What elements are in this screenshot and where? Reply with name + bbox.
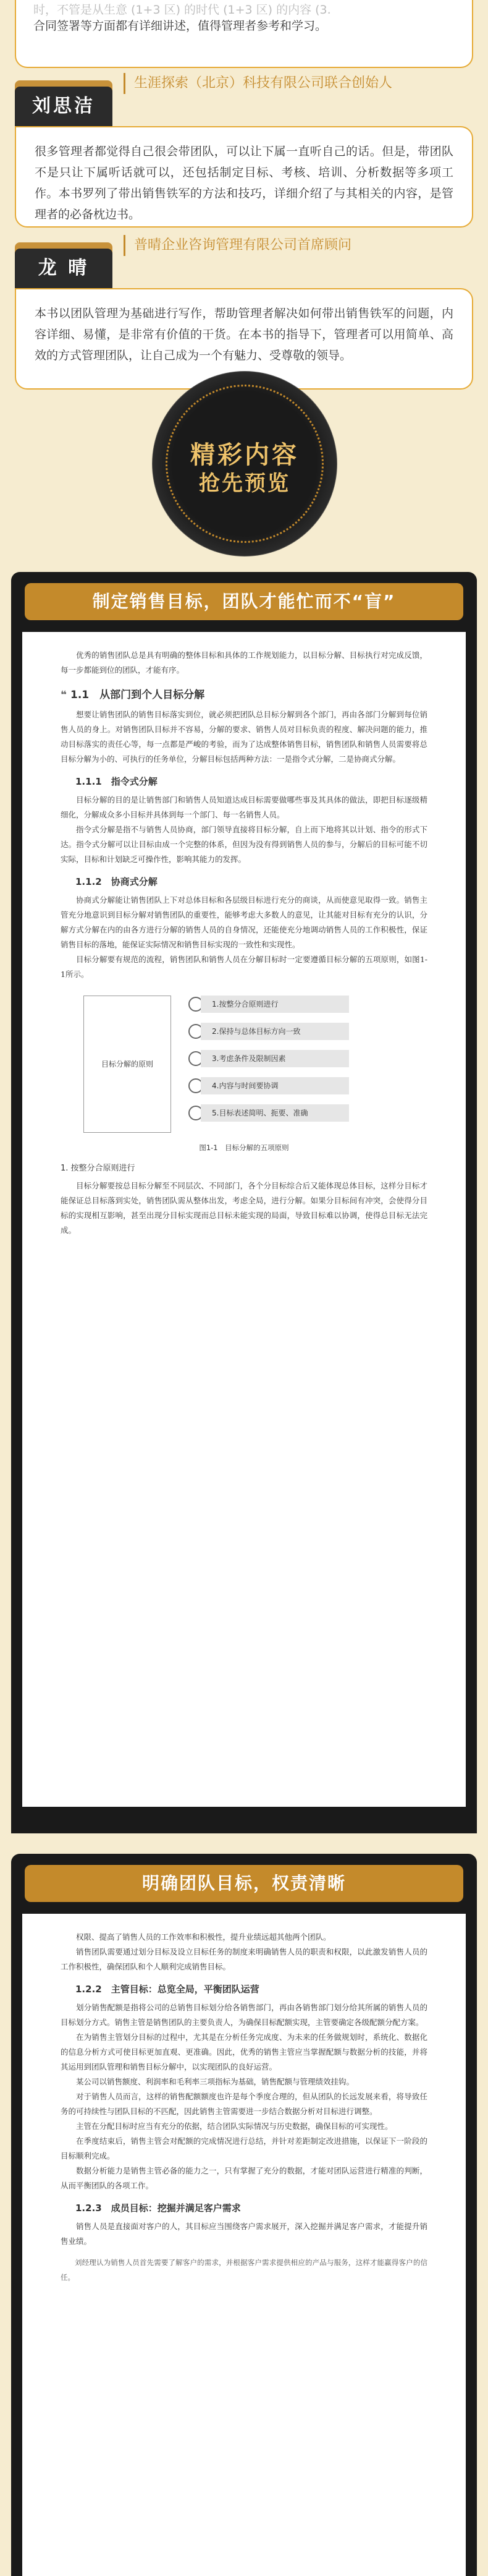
- page-paragraph: 目标分解的目的是让销售部门和销售人员知道达成目标需要做哪些事及其具体的做法，即把目标逐级精细化，分解成众多小目标并具体到每一个部门、每一名销售人员。: [61, 795, 427, 819]
- reviewer-card: [15, 235, 473, 390]
- book-page: [22, 1914, 466, 2576]
- page-paragraph: 对于销售人员而言，这样的销售配额额度也许是每个季度合理的，但从团队的长远发展来看，将导致任务的可持续性与团队目标的不匹配，因此销售主管需要进一步结合数据分析对目标进行调整。: [61, 2092, 427, 2116]
- page-paragraph: 数据分析能力是销售主管必备的能力之一，只有掌握了充分的数据，才能对团队运营进行精准的判断，从而平衡团队的各项工作。: [61, 2166, 427, 2190]
- page-paragraph: 在为销售主管划分目标的过程中，尤其是在分析任务完成度、为未来的任务做规划时，系统化、数据化的信息分析方式可使目标更加直观、更准确。因此，优秀的销售主管应当掌握配额与数据分析的技能，并将其运用到团队管理和销售目标分解中，以实现团队的良好运营。: [61, 2032, 427, 2071]
- intro-fragment-line: 合同签署等方面都有详细讲述，值得管理者参考和学习。: [33, 19, 327, 33]
- page-paragraph: 销售团队需要通过划分目标及设立目标任务的制度来明确销售人员的职责和权限，以此激发销售人员的工作积极性，确保团队和个人顺利完成销售目标。: [61, 1947, 427, 1971]
- reviewer-header: [15, 235, 473, 278]
- section-heading-text: 1.1 从部门到个人目标分解: [70, 689, 205, 701]
- page-paragraph: 协商式分解能让销售团队上下对总体目标和各层级目标进行充分的商谈，从而使意见取得一致。销售主管充分地意识到目标分解对销售团队的重要性，能够考虑大多数人的意见，让其能对目标有充分的认识，分解方式分解在内的由各方进行分解的销售人员的自身情况，还能使充分地调动销售人员的工作积极性，保证销售目标的落地，能保证实际情况和销售目标实现的一致性和实现性。: [61, 895, 427, 949]
- page-paragraph: 优秀的销售团队总是具有明确的整体目标和具体的工作规划能力，以目标分解、目标执行对完成反馈，每一步都能到位的团队，才能有序。: [61, 650, 427, 675]
- figure-center-box: 目标分解的原则: [83, 996, 171, 1133]
- badge-subtitle: 抢先预览: [199, 471, 290, 496]
- reviewer-name: 刘思洁: [15, 87, 112, 126]
- page-paragraph: 在季度结束后，销售主管会对配额的完成情况进行总结，并针对差距制定改进措施，以保证下一阶段的目标顺利完成。: [61, 2136, 427, 2160]
- chapter-title: 明确团队目标，权责清晰: [25, 1865, 463, 1902]
- subsection-heading: 1.2.2 主管目标：总览全局，平衡团队运营: [75, 1984, 259, 1995]
- intro-fragment-card: [15, 0, 473, 68]
- preview-badge: [152, 371, 337, 557]
- page-paragraph: 销售人员是直接面对客户的人，其目标应当围绕客户需求展开，深入挖掘并满足客户需求，才能提升销售业绩。: [61, 2222, 427, 2246]
- subsection-heading: 1.1.2 协商式分解: [75, 876, 158, 887]
- page-paragraph: 目标分解要按总目标分解至不同层次、不同部门，各个分目标综合后又能体现总体目标，这样分目标才能保证总目标落到实处，销售团队需从整体出发，考虑全局，进行分解。如果分目标间有冲突，会使得分目标的实现相互影响，甚至出现分目标实现而总目标未能实现的局面，导致目标难以协调，使得总目标无法完成。: [61, 1181, 427, 1235]
- page-paragraph: 想要让销售团队的销售目标落实到位，就必须把团队总目标分解到各个部门，再由各部门分解到每位销售人员的身上。对销售团队目标并不容易，分解的要求、销售人员对目标负责的程度、解决问题的能力，推动目标落实的责任心等，每一点都是严峻的考验，而为了达成整体销售目标，销售团队和销售人员需要将总目标分解为小的、可执行的任务单位，分解目标包括两种方法：一是指令式分解，二是协商式分解。: [61, 710, 427, 764]
- figure-caption: 图1-1 目标分解的五项原则: [199, 1143, 289, 1152]
- page-paragraph: 权限、提高了销售人员的工作效率和积极性，提升业绩远超其他两个团队。: [76, 1932, 331, 1942]
- figure-item: 5.目标表述简明、扼要、准确: [201, 1104, 349, 1122]
- reviewer-title: 生涯探索（北京）科技有限公司联合创始人: [124, 73, 473, 94]
- page-note: 刘经理认为销售人员首先需要了解客户的需求，并根据客户需求提供相应的产品与服务，这样才能赢得客户的信任。: [61, 2258, 427, 2282]
- subsection-heading: 1.2.3 成员目标：挖掘并满足客户需求: [75, 2203, 241, 2214]
- page-paragraph: 主管在分配目标时应当有充分的依据，结合团队实际情况与历史数据，确保目标的可实现性。: [76, 2122, 393, 2131]
- chapter-title: 制定销售目标，团队才能忙而不“盲”: [25, 583, 463, 620]
- page-paragraph: 目标分解要有规范的流程，销售团队和销售人员在分解目标时一定要遵循目标分解的五项原则，如图1-1所示。: [61, 955, 427, 979]
- reviewer-header: [15, 73, 473, 116]
- reviewer-comment-text: 本书以团队管理为基础进行写作，帮助管理者解决如何带出销售铁军的问题，内容详细、易懂，是非常有价值的干货。在本书的指导下，管理者可以用简单、高效的方式管理团队，让自己成为一个有魅力、受尊敬的领导。: [35, 307, 453, 362]
- book-page: [22, 632, 466, 1807]
- figure-item: 2.保持与总体目标方向一致: [201, 1023, 349, 1040]
- page-paragraph: 某公司以销售额度、利润率和毛利率三项指标为基础，销售配额与管理绩效挂钩。: [76, 2077, 355, 2086]
- reviewer-comment: [15, 126, 473, 228]
- list-heading: 1. 按整分合原则进行: [61, 1164, 135, 1173]
- intro-fragment-line: 时，不管是从生意 (1+3 区) 的时代 (1+3 区) 的内容 (3.: [33, 3, 331, 16]
- page-paragraph: 指令式分解是指不与销售人员协商，部门领导直接将目标分解，自上而下地将其以计划、指令的形式下达。指令式分解可以让目标由成一个完整的体系，但因为没有得到销售人员的参与，分解后的目标可能不切实际，目标和计划缺乏可操作性，影响其能力的发挥。: [61, 825, 427, 864]
- page-paragraph: 划分销售配额是指将公司的总销售目标划分给各销售部门，再由各销售部门划分给其所属的销售人员的目标划分方式。销售主管是销售团队的主要负责人，为确保目标配额实现，主管要确定各级配额分配方案。: [61, 2003, 427, 2027]
- reviewer-name: 龙 晴: [15, 249, 112, 288]
- figure-item: 4.内容与时间要协调: [201, 1077, 349, 1094]
- reviewer-comment-text: 很多管理者都觉得自己很会带团队，可以让下属一直听自己的话。但是，带团队不是只让下属听话就可以，还包括制定目标、考核、培训、分析数据等多项工作。本书罗列了带出销售铁军的方法和技巧，详细介绍了与其相关的内容，是管理者的必备枕边书。: [35, 145, 453, 221]
- subsection-heading: 1.1.1 指令式分解: [75, 776, 158, 787]
- reviewer-title: 普晴企业咨询管理有限公司首席顾问: [124, 235, 473, 256]
- figure-item: 3.考虑条件及限制因素: [201, 1050, 349, 1067]
- quote-icon: ❝: [61, 689, 67, 701]
- section-heading: [61, 688, 427, 702]
- badge-title: 精彩内容: [190, 441, 299, 469]
- reviewer-card: [15, 73, 473, 228]
- figure-diagram: [71, 989, 417, 1138]
- figure-item: 1.按整分合原则进行: [201, 996, 349, 1013]
